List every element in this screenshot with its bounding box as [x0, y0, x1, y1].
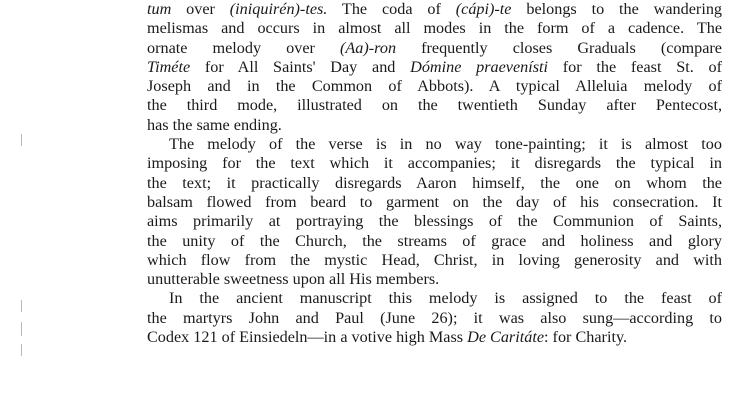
text-run: has the same ending.	[147, 115, 282, 134]
margin-mark	[21, 344, 22, 356]
text-run: In the ancient manuscript this melody is assigned to the feast of	[169, 289, 722, 308]
italic-text: Dómine praevenísti	[410, 57, 549, 76]
text-run: aims primarily at portraying the blessings of the Communion of Saints,	[147, 212, 722, 231]
text-line	[147, 39, 722, 58]
text-line	[147, 19, 722, 38]
text-line	[147, 116, 722, 135]
text-line	[147, 328, 722, 347]
text-run: : for Charity.	[544, 328, 628, 347]
text-line	[147, 289, 722, 308]
paragraph	[147, 0, 722, 135]
text-run: The coda of	[327, 0, 456, 18]
margin-mark	[21, 322, 22, 336]
italic-text: tum	[147, 0, 172, 18]
text-run: ornate melody over	[147, 38, 340, 57]
text-run: imposing for the text which it accompanies; it disregards the typical in	[147, 154, 722, 173]
text-line	[147, 58, 722, 77]
italic-text: De Caritáte	[467, 328, 545, 347]
text-run: belongs to the wandering	[511, 0, 723, 18]
text-run: balsam flowed from beard to garment on the day of his consecration. It	[147, 192, 722, 211]
text-run: for the feast St. of	[548, 57, 722, 76]
text-line	[147, 77, 722, 96]
text-run: Joseph and in the Common of Abbots). A typical Alleluia melody of	[147, 77, 722, 96]
text-run: frequently closes Graduals (compare	[396, 38, 722, 57]
paragraph	[147, 135, 722, 289]
text-line	[147, 212, 722, 231]
text-run: the third mode, illustrated on the twentieth Sunday after Pentecost,	[147, 96, 722, 115]
text-line	[147, 154, 722, 173]
margin-mark	[21, 300, 22, 312]
text-run: which flow from the mystic Head, Christ, in loving generosity and with	[147, 250, 722, 269]
italic-text: Timéte	[147, 57, 191, 76]
body-text	[147, 0, 722, 347]
text-run: for All Saints' Day and	[190, 57, 411, 76]
italic-text: (iniquirén)-tes.	[229, 0, 328, 18]
text-line	[147, 135, 722, 154]
text-run: the martyrs John and Paul (June 26); it was also sung—according to	[147, 308, 722, 327]
text-line	[147, 193, 722, 212]
text-run: the text; it practically disregards Aaron himself, the one on whom the	[147, 173, 722, 192]
text-line	[147, 251, 722, 270]
text-line	[147, 309, 722, 328]
text-run: over	[171, 0, 230, 18]
text-run: melismas and occurs in almost all modes in the form of a cadence. The	[147, 19, 722, 38]
text-line	[147, 270, 722, 289]
text-run: the unity of the Church, the streams of grace and holiness and glory	[147, 231, 722, 250]
text-line	[147, 232, 722, 251]
text-run: The melody of the verse is in no way tone-painting; it is almost too	[169, 135, 722, 154]
text-line	[147, 0, 722, 19]
text-line	[147, 174, 722, 193]
text-run: unutterable sweetness upon all His members.	[147, 270, 440, 289]
italic-text: (Aa)-ron	[340, 38, 397, 57]
text-line	[147, 96, 722, 115]
text-run: Codex 121 of Einsiedeln—in a votive high Mass	[147, 328, 468, 347]
margin-mark	[21, 134, 22, 146]
italic-text: (cápi)-te	[455, 0, 512, 18]
paragraph	[147, 289, 722, 347]
